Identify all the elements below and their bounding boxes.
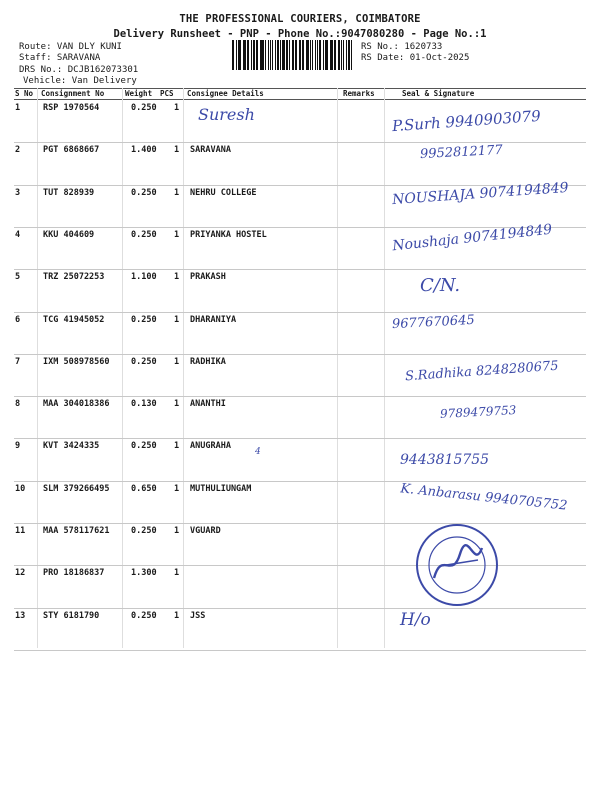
- row-sno: 13: [15, 610, 26, 621]
- row-consignment-number: KKU 404609: [43, 229, 95, 240]
- row-weight: 0.250: [131, 610, 157, 621]
- row-sno: 11: [15, 526, 26, 536]
- barcode-bar: [323, 40, 324, 70]
- row-signature: 9677670645: [391, 312, 476, 333]
- row-signature: NOUSHAJA 9074194849: [391, 179, 570, 209]
- staff-label: Staff: SARAVANA: [19, 53, 101, 63]
- barcode-bar: [270, 40, 272, 70]
- row-consignee: JSS: [190, 610, 206, 621]
- row-signature: H/o: [400, 610, 431, 630]
- barcode-bar: [338, 40, 340, 70]
- row-consignment-number: RSP 1970564: [43, 103, 100, 113]
- barcode-bar: [268, 40, 269, 70]
- barcode-bar: [295, 40, 297, 70]
- barcode-bar: [310, 40, 311, 70]
- barcode-bar: [299, 40, 301, 70]
- barcode-bar: [315, 40, 316, 70]
- row-signature: S.Radhika 8248280675: [404, 358, 560, 385]
- column-divider: [384, 88, 385, 648]
- vehicle-label: Vehicle: Van Delivery: [23, 76, 137, 86]
- row-weight: 0.250: [131, 187, 157, 198]
- row-pieces: 1: [174, 229, 180, 240]
- row-separator: [14, 650, 586, 651]
- row-consignee: ANANTHI: [190, 399, 226, 410]
- row-sno: 1: [15, 103, 21, 113]
- row-pieces: 1: [174, 610, 180, 621]
- barcode-bar: [239, 40, 241, 70]
- row-consignee: ANUGRAHA: [190, 441, 231, 452]
- row-consignee: PRIYANKA HOSTEL: [190, 229, 267, 240]
- row-pieces: 1: [174, 314, 180, 325]
- row-consignment-number: MAA 578117621: [43, 526, 110, 536]
- row-sno: 10: [15, 483, 26, 494]
- barcode-bar: [319, 40, 321, 70]
- barcode-bar: [346, 40, 348, 70]
- barcode-bar: [282, 40, 285, 70]
- row-pieces: 1: [174, 568, 180, 579]
- barcode-bar: [303, 40, 304, 70]
- row-signature: P.Surh 9940903079: [391, 106, 542, 136]
- row-weight: 1.300: [131, 568, 157, 579]
- row-signature: Noushaja 9074194849: [391, 221, 553, 255]
- barcode-bar: [330, 40, 333, 70]
- barcode-bar: [272, 40, 273, 70]
- row-weight: 1.400: [131, 145, 157, 156]
- barcode-bar: [260, 40, 261, 70]
- row-consignment-number: PGT 6868667: [43, 145, 100, 156]
- drs-number: DRS No.: DCJB162073301: [19, 65, 139, 75]
- barcode-bar: [335, 40, 336, 70]
- route-label: Route: VAN DLY KUNI: [19, 42, 122, 52]
- row-consignment-number: TCG 41945052: [43, 314, 105, 325]
- row-separator: [14, 312, 586, 313]
- column-header-pcs: PCS: [160, 89, 174, 98]
- row-sno: 5: [15, 272, 21, 283]
- row-separator: [14, 481, 586, 482]
- barcode-bar: [243, 40, 246, 70]
- barcode-bar: [343, 40, 344, 70]
- row-weight: 0.650: [131, 483, 157, 494]
- company-seal-stamp: [412, 520, 502, 610]
- header-bottom-rule: [14, 99, 586, 100]
- column-divider: [122, 88, 123, 648]
- barcode-bar: [275, 40, 276, 70]
- row-separator: [14, 269, 586, 270]
- column-header-consignment: Consignment No: [41, 89, 105, 98]
- barcode-bar: [238, 40, 239, 70]
- barcode-bar: [253, 40, 255, 70]
- row-sno: 3: [15, 187, 21, 198]
- row-sno: 4: [15, 229, 21, 240]
- row-weight: 0.250: [131, 103, 157, 113]
- column-divider: [183, 88, 184, 648]
- column-header-remarks: Remarks: [343, 89, 375, 98]
- row-sno: 7: [15, 356, 21, 367]
- row-consignee: VGUARD: [190, 526, 221, 536]
- row-pieces: 1: [174, 187, 180, 198]
- row-weight: 0.130: [131, 399, 157, 410]
- row-weight: 0.250: [131, 314, 157, 325]
- barcode-bar: [302, 40, 303, 70]
- barcode-bar: [256, 40, 258, 70]
- row-consignment-number: MAA 304018386: [43, 399, 110, 410]
- barcode-bar: [317, 40, 318, 70]
- runsheet-title: Delivery Runsheet - PNP - Phone No.:9047080280 - Page No.:1: [113, 28, 487, 40]
- barcode-bar: [247, 40, 248, 70]
- company-name: THE PROFESSIONAL COURIERS, COIMBATORE: [179, 13, 421, 25]
- row-weight: 0.250: [131, 526, 157, 536]
- barcode-bar: [277, 40, 279, 70]
- row-pieces: 1: [174, 103, 180, 113]
- row-consignee: PRAKASH: [190, 272, 226, 283]
- row-weight: 1.100: [131, 272, 157, 283]
- row-weight: 0.250: [131, 441, 157, 452]
- barcode-bar: [306, 40, 309, 70]
- row-pieces: 1: [174, 483, 180, 494]
- barcode-bar: [265, 40, 266, 70]
- barcode-bar: [248, 40, 249, 70]
- row-pieces: 1: [174, 272, 180, 283]
- barcode-bar: [232, 40, 234, 70]
- row-sno: 2: [15, 145, 21, 156]
- row-pieces: 1: [174, 145, 180, 156]
- row-signature: 9952812177: [419, 142, 504, 163]
- row-consignee: SARAVANA: [190, 145, 231, 156]
- row-sno: 12: [15, 568, 26, 579]
- row-consignee: NEHRU COLLEGE: [190, 187, 257, 198]
- barcode-bar: [351, 40, 352, 70]
- row-consignee: DHARANIYA: [190, 314, 237, 325]
- barcode-bar: [325, 40, 326, 70]
- row-weight: 0.250: [131, 229, 157, 240]
- column-divider: [37, 88, 38, 648]
- row-sno: 6: [15, 314, 21, 325]
- row-consignee: MUTHULIUNGAM: [190, 483, 252, 494]
- row-signature: K. Anbarasu 9940705752: [399, 481, 568, 514]
- column-header-weight: Weight: [125, 89, 153, 98]
- row-separator: [14, 354, 586, 355]
- row-consignment-number: PRO 18186837: [43, 568, 105, 579]
- row-consignment-number: STY 6181790: [43, 610, 100, 621]
- barcode: [232, 40, 354, 70]
- barcode-bar: [251, 40, 252, 70]
- barcode-bar: [292, 40, 293, 70]
- row-consignment-number: TRZ 25072253: [43, 272, 105, 283]
- row-weight: 0.250: [131, 356, 157, 367]
- rs-date: RS Date: 01-Oct-2025: [361, 53, 470, 63]
- barcode-bar: [312, 40, 314, 70]
- row-handwritten-note: 4: [255, 447, 261, 458]
- row-consignment-number: IXM 508978560: [43, 356, 110, 367]
- barcode-bar: [261, 40, 264, 70]
- row-consignment-number: KVT 3424335: [43, 441, 100, 452]
- barcode-bar: [341, 40, 342, 70]
- column-divider: [337, 88, 338, 648]
- column-header-seal-signature: Seal & Signature: [402, 89, 475, 98]
- column-header-consignee: Consignee Details: [187, 89, 264, 98]
- row-consignee: RADHIKA: [190, 356, 226, 367]
- barcode-bar: [289, 40, 290, 70]
- barcode-bar: [286, 40, 288, 70]
- row-pieces: 1: [174, 526, 180, 536]
- row-pieces: 1: [174, 441, 180, 452]
- barcode-bar: [348, 40, 350, 70]
- row-signature: 9789479753: [439, 403, 517, 421]
- row-separator: [14, 438, 586, 439]
- row-signature: 9443815755: [400, 452, 490, 468]
- barcode-bar: [280, 40, 281, 70]
- row-consignment-number: TUT 828939: [43, 187, 95, 198]
- barcode-bar: [293, 40, 294, 70]
- barcode-bar: [326, 40, 328, 70]
- barcode-bar: [334, 40, 335, 70]
- rs-number: RS No.: 1620733: [361, 42, 443, 52]
- row-separator: [14, 396, 586, 397]
- column-header-sno: S No: [15, 89, 34, 98]
- row-handwritten-note: Suresh: [198, 105, 255, 124]
- row-sno: 9: [15, 441, 21, 452]
- row-pieces: 1: [174, 356, 180, 367]
- row-consignment-number: SLM 379266495: [43, 483, 110, 494]
- row-signature: C/N.: [420, 275, 461, 296]
- barcode-bar: [236, 40, 237, 70]
- row-pieces: 1: [174, 399, 180, 410]
- row-sno: 8: [15, 399, 21, 410]
